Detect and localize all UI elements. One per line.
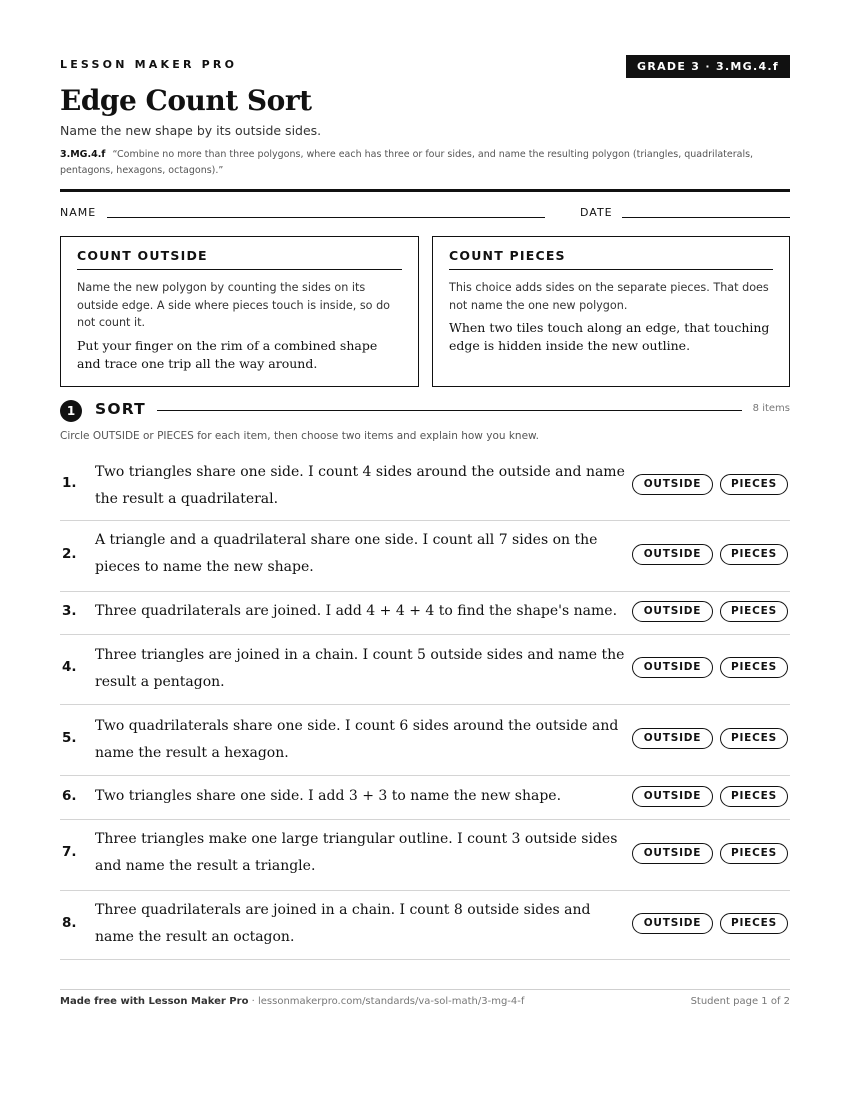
card-description: Name the new polygon by counting the sides on its outside edge. A side where pieces touch is inside, so do not count it.	[77, 281, 391, 329]
outside-choice-button[interactable]: OUTSIDE	[632, 913, 713, 934]
item-text: Three quadrilaterals are joined. I add 4 + 4 + 4 to find the shape's name.	[95, 603, 618, 619]
pieces-choice-button[interactable]: PIECES	[720, 601, 788, 622]
section-title: SORT	[95, 400, 146, 418]
sort-item	[60, 891, 790, 960]
section-divider	[157, 410, 742, 411]
standard-note	[60, 147, 790, 178]
pieces-choice-button[interactable]: PIECES	[720, 728, 788, 749]
footer-url[interactable]: · lessonmakerpro.com/standards/va-sol-math/3-mg-4-f	[248, 996, 525, 1007]
sort-item	[60, 521, 790, 592]
item-text: Three triangles are joined in a chain. I count 5 outside sides and name the result a pentagon.	[95, 647, 625, 690]
card-description: This choice adds sides on the separate pieces. That does not name the one new polygon.	[449, 281, 769, 312]
item-text: Two quadrilaterals share one side. I count 6 sides around the outside and name the result a hexagon.	[95, 718, 619, 761]
footer-divider	[60, 989, 790, 990]
brand-name: LESSON MAKER PRO	[60, 58, 238, 71]
item-text: Three triangles make one large triangular outline. I count 3 outside sides and name the result a triangle.	[95, 831, 618, 874]
card-title: COUNT PIECES	[449, 248, 773, 270]
item-text: Two triangles share one side. I add 3 + 3 to name the new shape.	[95, 788, 562, 804]
outside-choice-button[interactable]: OUTSIDE	[632, 728, 713, 749]
card-title: COUNT OUTSIDE	[77, 248, 402, 270]
outside-choice-button[interactable]: OUTSIDE	[632, 474, 713, 495]
page-indicator: Student page 1 of 2	[690, 996, 790, 1007]
pieces-choice-button[interactable]: PIECES	[720, 913, 788, 934]
footer-brand: Made free with Lesson Maker Pro	[60, 996, 249, 1007]
item-number: 4.	[62, 659, 77, 675]
pieces-choice-button[interactable]: PIECES	[720, 786, 788, 807]
pieces-choice-button[interactable]: PIECES	[720, 843, 788, 864]
page-title: Edge Count Sort	[60, 84, 312, 117]
top-bar	[60, 55, 790, 79]
name-field[interactable]	[107, 217, 545, 218]
outside-choice-button[interactable]: OUTSIDE	[632, 544, 713, 565]
header-divider	[60, 189, 790, 192]
student-info-row	[60, 206, 790, 222]
item-number: 7.	[62, 844, 77, 860]
worksheet-page	[60, 0, 790, 1100]
outside-choice-button[interactable]: OUTSIDE	[632, 843, 713, 864]
card-tip: Put your finger on the rim of a combined shape and trace one trip all the way around.	[77, 337, 378, 371]
item-count: 8 items	[752, 403, 790, 414]
pieces-choice-button[interactable]: PIECES	[720, 474, 788, 495]
outside-choice-button[interactable]: OUTSIDE	[632, 657, 713, 678]
item-number: 6.	[62, 788, 77, 804]
item-text: Three quadrilaterals are joined in a chain. I count 8 outside sides and name the result an octagon.	[95, 902, 591, 945]
sort-item	[60, 635, 790, 705]
grade-badge: GRADE 3 · 3.MG.4.f	[626, 55, 790, 78]
item-number: 1.	[62, 475, 77, 491]
pieces-choice-button[interactable]: PIECES	[720, 657, 788, 678]
card-tip: When two tiles touch along an edge, that touching edge is hidden inside the new outline.	[449, 320, 770, 353]
item-number: 8.	[62, 915, 77, 931]
sort-item	[60, 592, 790, 635]
item-number: 2.	[62, 546, 77, 562]
section-instructions: Circle OUTSIDE or PIECES for each item, then choose two items and explain how you knew.	[60, 430, 540, 442]
date-field[interactable]	[622, 217, 790, 218]
count-pieces-card	[432, 236, 790, 387]
outside-choice-button[interactable]: OUTSIDE	[632, 601, 713, 622]
sort-section-header	[60, 398, 790, 422]
sort-item	[60, 776, 790, 820]
pieces-choice-button[interactable]: PIECES	[720, 544, 788, 565]
standard-code: 3.MG.4.f	[60, 149, 106, 160]
item-text: Two triangles share one side. I count 4 sides around the outside and name the result a quadrilateral.	[95, 464, 625, 507]
outside-choice-button[interactable]: OUTSIDE	[632, 786, 713, 807]
page-subtitle: Name the new shape by its outside sides.	[60, 123, 322, 138]
count-outside-card	[60, 236, 419, 387]
item-number: 3.	[62, 603, 77, 619]
standard-text: “Combine no more than three polygons, where each has three or four sides, and name the resulting polygon (triangles, quadrilaterals, pentagons, hexagons, octagons).”	[60, 149, 754, 176]
section-number-badge: 1	[60, 400, 82, 422]
footer-credit	[60, 996, 524, 1007]
sort-item	[60, 705, 790, 776]
date-label: DATE	[580, 206, 613, 219]
item-number: 5.	[62, 730, 77, 746]
name-label: NAME	[60, 206, 97, 219]
sort-item	[60, 820, 790, 891]
item-text: A triangle and a quadrilateral share one side. I count all 7 sides on the pieces to name the new shape.	[95, 532, 598, 575]
sort-item	[60, 451, 790, 521]
